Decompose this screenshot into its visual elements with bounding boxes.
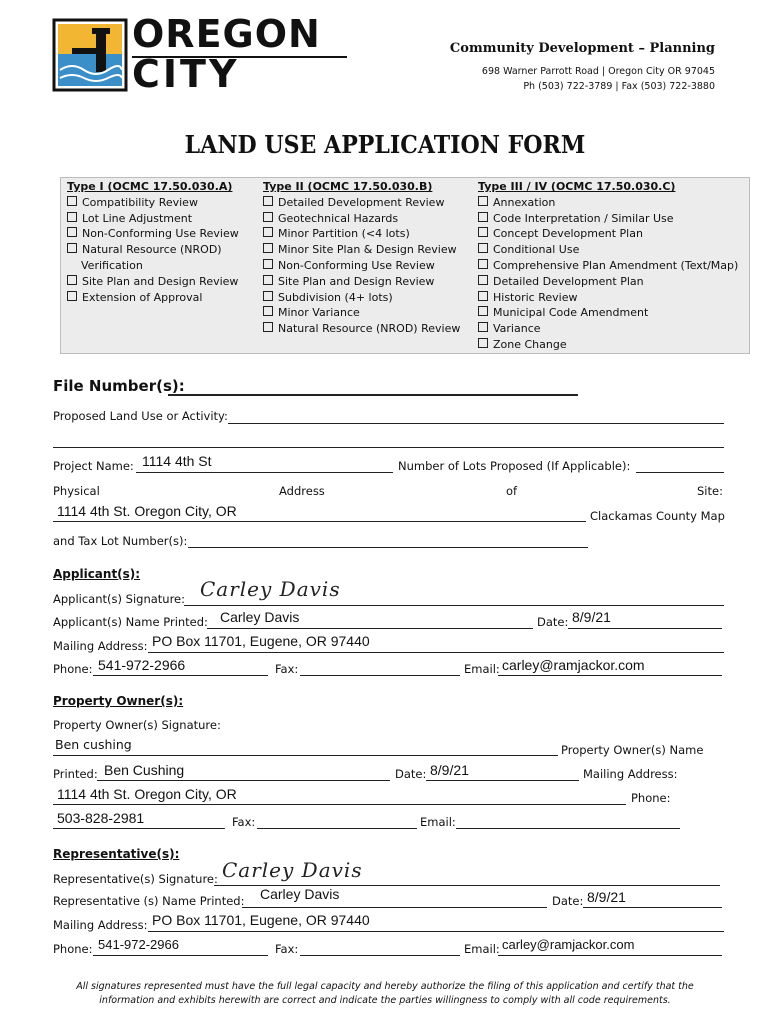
checkbox-site-plan-review-2[interactable]: Site Plan and Design Review: [263, 274, 460, 290]
applicant-email-value: carley@ramjackor.com: [502, 657, 645, 673]
checkbox-icon[interactable]: [478, 227, 488, 237]
representative-date-field[interactable]: [583, 907, 722, 908]
checkbox-icon[interactable]: [478, 306, 488, 316]
checkbox-non-conforming-use[interactable]: Non-Conforming Use Review: [67, 226, 239, 242]
representative-name-field[interactable]: [242, 907, 547, 908]
checkbox-natural-resource-review[interactable]: Natural Resource (NROD) Review: [263, 321, 460, 337]
applicant-email-label: Email:: [464, 662, 500, 676]
applicant-name-value: Carley Davis: [220, 609, 300, 625]
representative-mailing-field[interactable]: [148, 931, 724, 932]
county-map-label: Clackamas County Map: [590, 509, 725, 523]
checkbox-icon[interactable]: [67, 196, 77, 206]
checkbox-icon[interactable]: [478, 259, 488, 269]
project-name-field[interactable]: [136, 472, 393, 473]
applicant-mailing-value: PO Box 11701, Eugene, OR 97440: [152, 633, 370, 649]
tax-lot-label: and Tax Lot Number(s):: [53, 534, 188, 548]
checkbox-icon[interactable]: [478, 291, 488, 301]
checkbox-detailed-development-review[interactable]: Detailed Development Review: [263, 195, 460, 211]
checkbox-icon[interactable]: [478, 322, 488, 332]
applicant-date-field[interactable]: [568, 628, 722, 629]
applicant-phone-value: 541-972-2966: [98, 657, 186, 673]
site-address-value: 1114 4th St. Oregon City, OR: [57, 503, 237, 519]
owner-name-label-a: Property Owner(s) Name: [561, 743, 704, 757]
lots-proposed-field[interactable]: [636, 472, 724, 473]
owner-date-value: 8/9/21: [430, 762, 469, 778]
footer-disclaimer-line-1: All signatures represented must have the full legal capacity and hereby authorize the filing of this application and certify that the: [76, 981, 694, 992]
footer-disclaimer-line-2: information and exhibits herewith are correct and indicate the parties willingness to comply with all code requirements.: [99, 995, 671, 1006]
checkbox-zone-change[interactable]: Zone Change: [478, 337, 738, 353]
applicant-mailing-field[interactable]: [148, 652, 724, 653]
proposed-land-use-field[interactable]: [228, 423, 724, 424]
owner-section-title: Property Owner(s):: [53, 694, 184, 708]
natural-resource-continuation: Verification: [81, 258, 143, 272]
applicant-signature: Carley Davis: [200, 577, 341, 601]
checkbox-icon[interactable]: [263, 212, 273, 222]
checkbox-icon[interactable]: [478, 212, 488, 222]
site-label-word-1: Physical: [53, 484, 100, 498]
checkbox-icon[interactable]: [478, 243, 488, 253]
department-name: Community Development – Planning: [449, 41, 715, 56]
type-3-title: Type III / IV (OCMC 17.50.030.C): [478, 180, 676, 193]
checkbox-icon[interactable]: [263, 322, 273, 332]
applicant-name-label: Applicant(s) Name Printed:: [53, 615, 208, 629]
checkbox-icon[interactable]: [67, 227, 77, 237]
owner-fax-label: Fax:: [232, 815, 256, 829]
project-name-value: 1114 4th St: [142, 453, 212, 469]
owner-signature-label: Property Owner(s) Signature:: [53, 718, 221, 732]
project-name-label: Project Name:: [53, 459, 134, 473]
owner-name-label-b: Printed:: [53, 767, 98, 781]
applicant-signature-field[interactable]: [184, 605, 724, 606]
checkbox-comprehensive-plan-amendment[interactable]: Comprehensive Plan Amendment (Text/Map): [478, 258, 738, 274]
checkbox-municipal-code-amendment[interactable]: Municipal Code Amendment: [478, 305, 738, 321]
representative-date-label: Date:: [552, 894, 584, 908]
proposed-land-use-field-2[interactable]: [53, 447, 724, 448]
owner-date-label: Date:: [395, 767, 427, 781]
checkbox-conditional-use[interactable]: Conditional Use: [478, 242, 738, 258]
representative-date-value: 8/9/21: [587, 889, 626, 905]
owner-phone-value: 503-828-2981: [57, 810, 145, 826]
representative-section-title: Representative(s):: [53, 847, 180, 861]
representative-signature-label: Representative(s) Signature:: [53, 872, 218, 886]
type-3-column: [478, 179, 738, 353]
department-address: 698 Warner Parrott Road | Oregon City OR 97045: [481, 66, 715, 77]
checkbox-icon[interactable]: [478, 196, 488, 206]
representative-mailing-value: PO Box 11701, Eugene, OR 97440: [152, 912, 370, 928]
applicant-mailing-label: Mailing Address:: [53, 639, 148, 653]
checkbox-icon[interactable]: [67, 275, 77, 285]
owner-date-field[interactable]: [426, 780, 579, 781]
checkbox-geotechnical-hazards[interactable]: Geotechnical Hazards: [263, 211, 460, 227]
checkbox-icon[interactable]: [478, 275, 488, 285]
owner-fax-field[interactable]: [257, 828, 417, 829]
owner-signature: Ben cushing: [55, 737, 132, 752]
representative-fax-label: Fax:: [275, 942, 299, 956]
checkbox-natural-resource[interactable]: Natural Resource (NROD): [67, 242, 239, 258]
representative-phone-field[interactable]: [93, 955, 268, 956]
lots-proposed-label: Number of Lots Proposed (If Applicable):: [398, 459, 631, 473]
checkbox-variance[interactable]: Variance: [478, 321, 738, 337]
site-address-field[interactable]: [53, 521, 586, 522]
checkbox-minor-variance[interactable]: Minor Variance: [263, 305, 460, 321]
type-1-title: Type I (OCMC 17.50.030.A): [67, 180, 233, 193]
checkbox-icon[interactable]: [263, 259, 273, 269]
representative-signature: Carley Davis: [222, 858, 363, 882]
checkbox-icon[interactable]: [263, 291, 273, 301]
checkbox-code-interpretation[interactable]: Code Interpretation / Similar Use: [478, 211, 738, 227]
type-2-column: [263, 179, 460, 337]
type-1-column: [67, 179, 239, 305]
applicant-email-field[interactable]: [498, 675, 722, 676]
checkbox-compatibility-review[interactable]: Compatibility Review: [67, 195, 239, 211]
owner-mailing-field[interactable]: [53, 804, 626, 805]
site-label-word-2: Address: [279, 484, 325, 498]
representative-name-label: Representative (s) Name Printed:: [53, 894, 245, 908]
applicant-date-label: Date:: [537, 615, 569, 629]
owner-mailing-value: 1114 4th St. Oregon City, OR: [57, 786, 237, 802]
applicant-name-field[interactable]: [207, 628, 533, 629]
checkbox-icon[interactable]: [67, 243, 77, 253]
logo-text-top: OREGON: [132, 12, 321, 56]
owner-mailing-label: Mailing Address:: [583, 767, 678, 781]
checkbox-icon[interactable]: [263, 196, 273, 206]
file-number-label: File Number(s):: [53, 377, 185, 395]
representative-email-field[interactable]: [498, 955, 722, 956]
file-number-field[interactable]: [168, 394, 578, 396]
checkbox-icon[interactable]: [67, 291, 77, 301]
logo-emblem-icon: [52, 18, 128, 92]
checkbox-icon[interactable]: [263, 243, 273, 253]
checkbox-extension-of-approval[interactable]: Extension of Approval: [67, 290, 239, 306]
applicant-fax-label: Fax:: [275, 662, 299, 676]
owner-email-field[interactable]: [456, 828, 680, 829]
representative-email-value: carley@ramjackor.com: [502, 937, 635, 952]
site-label-word-3: of: [506, 484, 518, 498]
applicant-phone-label: Phone:: [53, 662, 93, 676]
applicant-signature-label: Applicant(s) Signature:: [53, 592, 185, 606]
checkbox-minor-site-plan[interactable]: Minor Site Plan & Design Review: [263, 242, 460, 258]
owner-phone-field[interactable]: [53, 828, 225, 829]
owner-signature-field[interactable]: [53, 755, 558, 756]
checkbox-lot-line-adjustment[interactable]: Lot Line Adjustment: [67, 211, 239, 227]
applicant-phone-field[interactable]: [93, 675, 268, 676]
representative-mailing-label: Mailing Address:: [53, 918, 148, 932]
representative-email-label: Email:: [464, 942, 500, 956]
form-title: LAND USE APPLICATION FORM: [184, 130, 586, 159]
representative-phone-value: 541-972-2966: [98, 937, 179, 952]
checkbox-subdivision[interactable]: Subdivision (4+ lots): [263, 290, 460, 306]
checkbox-minor-partition[interactable]: Minor Partition (<4 lots): [263, 226, 460, 242]
department-phone: Ph (503) 722-3789 | Fax (503) 722-3880: [523, 81, 715, 92]
checkbox-annexation[interactable]: Annexation: [478, 195, 738, 211]
logo: [52, 12, 352, 96]
owner-name-value: Ben Cushing: [104, 762, 185, 778]
representative-name-value: Carley Davis: [260, 886, 340, 902]
checkbox-detailed-development-plan[interactable]: Detailed Development Plan: [478, 274, 738, 290]
checkbox-concept-development-plan[interactable]: Concept Development Plan: [478, 226, 738, 242]
representative-phone-label: Phone:: [53, 942, 93, 956]
logo-text-bottom: CITY: [132, 52, 240, 96]
applicant-date-value: 8/9/21: [572, 609, 611, 625]
checkbox-icon[interactable]: [263, 306, 273, 316]
applicant-section-title: Applicant(s):: [53, 567, 141, 581]
checkbox-site-plan-review[interactable]: Site Plan and Design Review: [67, 274, 239, 290]
owner-name-field[interactable]: [97, 780, 390, 781]
owner-phone-label: Phone:: [631, 791, 671, 805]
checkbox-historic-review[interactable]: Historic Review: [478, 290, 738, 306]
type-2-title: Type II (OCMC 17.50.030.B): [263, 180, 433, 193]
proposed-land-use-label: Proposed Land Use or Activity:: [53, 409, 228, 423]
site-label-word-4: Site:: [697, 484, 723, 498]
checkbox-icon[interactable]: [263, 227, 273, 237]
representative-fax-field[interactable]: [300, 955, 460, 956]
applicant-fax-field[interactable]: [300, 675, 460, 676]
checkbox-icon[interactable]: [263, 275, 273, 285]
checkbox-icon[interactable]: [67, 212, 77, 222]
checkbox-icon[interactable]: [478, 338, 488, 348]
checkbox-non-conforming-use-2[interactable]: Non-Conforming Use Review: [263, 258, 460, 274]
owner-email-label: Email:: [420, 815, 456, 829]
tax-lot-field[interactable]: [188, 547, 588, 548]
